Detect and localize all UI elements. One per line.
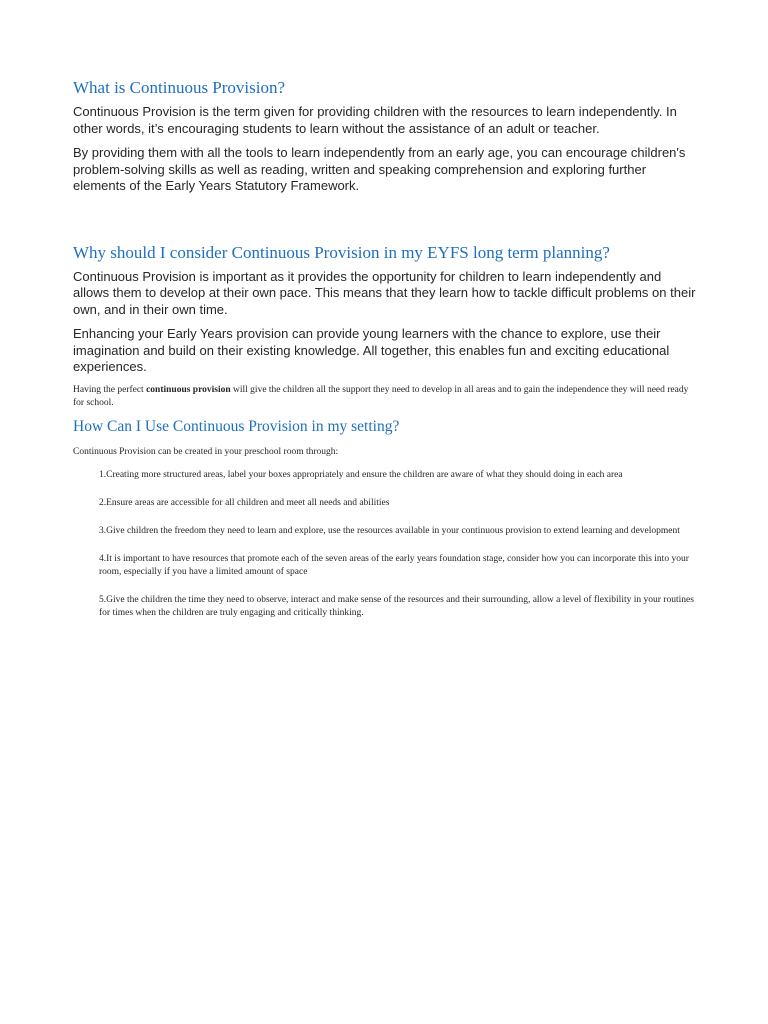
list-item: 4.It is important to have resources that promote each of the seven areas of the early years foundation stage, consider how you can incorporate this into your room, especially if you have a limited amount of space xyxy=(99,553,689,577)
spacer xyxy=(73,203,697,243)
section-heading-why-consider: Why should I consider Continuous Provision in my EYFS long term planning? xyxy=(73,242,610,262)
paragraph: Continuous Provision is important as it provides the opportunity for children to learn independently and allows them to develop at their own pace. This means that they learn how to tackle difficult problems on their own, and in their own time. xyxy=(73,268,696,317)
paragraph: By providing them with all the tools to learn independently from an early age, you can encourage children's problem-solving skills as well as reading, written and speaking comprehension and exploring further elements of the Early Years Statutory Framework. xyxy=(73,145,686,193)
note-bold-term: continuous provision xyxy=(146,384,231,395)
document-page xyxy=(73,78,697,635)
list-item: 3.Give children the freedom they need to learn and explore, use the resources available in your continuous provision to extend learning and development xyxy=(99,525,680,536)
note-text-before: Having the perfect xyxy=(73,384,147,395)
section-why-consider xyxy=(73,243,697,410)
paragraph: Enhancing your Early Years provision can provide young learners with the chance to explore, use their imagination and build on their existing knowledge. All together, this enables fun and exciting educational experiences. xyxy=(73,326,670,374)
intro-paragraph: Continuous Provision can be created in your preschool room through: xyxy=(73,446,339,457)
section-heading-how-use: How Can I Use Continuous Provision in my setting? xyxy=(73,417,400,435)
list-item: 5.Give the children the time they need to observe, interact and make sense of the resources and their surrounding, allow a level of flexibility in your routines for times when the children are truly engaging and critically thinking. xyxy=(99,594,694,618)
section-what-is xyxy=(73,78,697,195)
note-text-after: will give the children all the support they need to develop in all areas and to gain the independence they will need ready for school. xyxy=(73,384,689,408)
section-heading-what-is: What is Continuous Provision? xyxy=(73,78,286,97)
paragraph: Continuous Provision is the term given for providing children with the resources to learn independently. In other words, it’s encouraging students to learn without the assistance of an adult or teacher. xyxy=(73,104,677,136)
list-item: 2.Ensure areas are accessible for all children and meet all needs and abilities xyxy=(99,497,390,508)
steps-list xyxy=(73,469,697,620)
note-paragraph xyxy=(73,384,697,410)
section-how-use xyxy=(73,418,697,620)
list-item: 1.Creating more structured areas, label your boxes appropriately and ensure the children are aware of what they should doing in each area xyxy=(99,469,623,480)
spacer xyxy=(73,410,697,418)
